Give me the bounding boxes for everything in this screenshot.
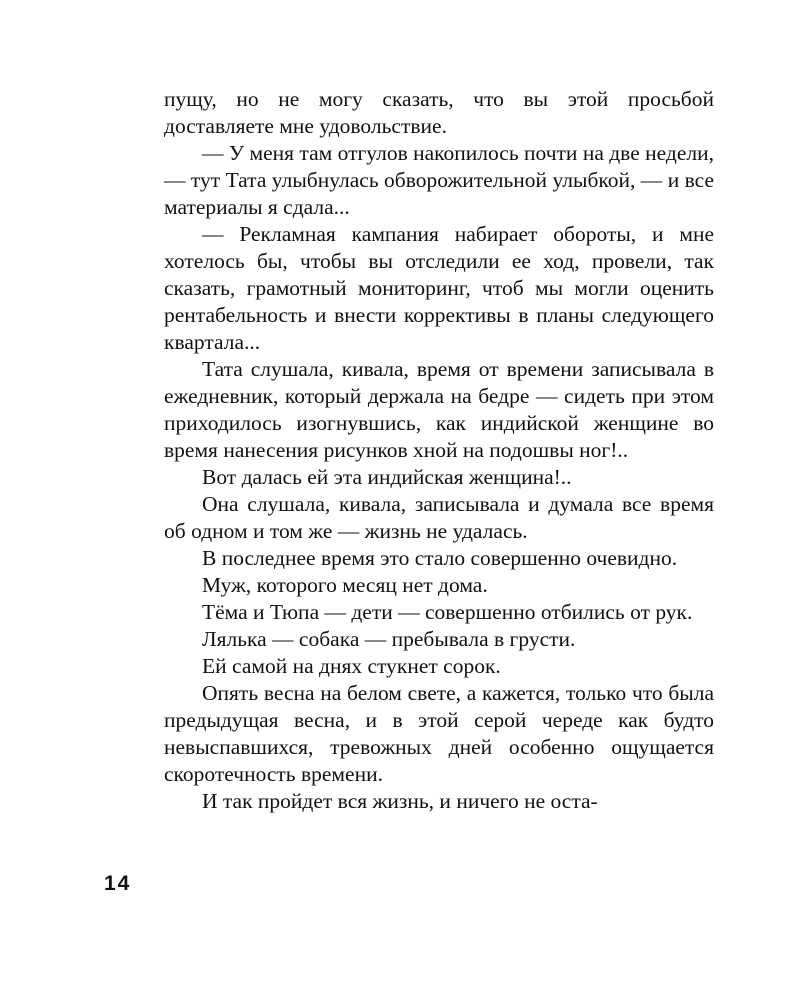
paragraph-2: — У меня там отгулов накопилось почти на две недели, — тут Тата улыбнулась обворожительной улыбкой, — и все материалы я сдала... bbox=[164, 141, 714, 219]
paragraph-7: В последнее время это стало совершенно очевидно. bbox=[202, 546, 678, 570]
paragraph-11: Ей самой на днях стукнет сорок. bbox=[202, 654, 501, 678]
page-number: 14 bbox=[104, 872, 132, 895]
paragraph-3: — Рекламная кампания набирает обороты, и мне хотелось бы, чтобы вы отследили ее ход, провели, так сказать, грамотный мониторинг, чтоб мы могли оценить рентабельность и внести коррективы в планы следующего квартала... bbox=[164, 222, 714, 354]
paragraph-8: Муж, которого месяц нет дома. bbox=[202, 573, 488, 597]
paragraph-1: пущу, но не могу сказать, что вы этой просьбой доставляете мне удовольствие. bbox=[164, 87, 714, 138]
paragraph-5: Вот далась ей эта индийская женщина!.. bbox=[202, 465, 572, 489]
paragraph-12: Опять весна на белом свете, а кажется, только что была предыдущая весна, и в этой серой череде как будто невыспавшихся, тревожных дней особенно ощущается скоротечность времени. bbox=[164, 681, 714, 786]
paragraph-4: Тата слушала, кивала, время от времени записывала в ежедневник, который держала на бедре — сидеть при этом приходилось изогнувшись, как индийской женщине во время нанесения рисунков хной на подошвы ног!.. bbox=[164, 357, 714, 462]
page-body-text bbox=[164, 86, 714, 815]
paragraph-9: Тёма и Тюпа — дети — совершенно отбились от рук. bbox=[202, 600, 693, 624]
paragraph-6: Она слушала, кивала, записывала и думала все время об одном и том же — жизнь не удалась. bbox=[164, 492, 714, 543]
paragraph-13: И так пройдет вся жизнь, и ничего не оста- bbox=[202, 789, 598, 813]
paragraph-10: Лялька — собака — пребывала в грусти. bbox=[202, 627, 576, 651]
